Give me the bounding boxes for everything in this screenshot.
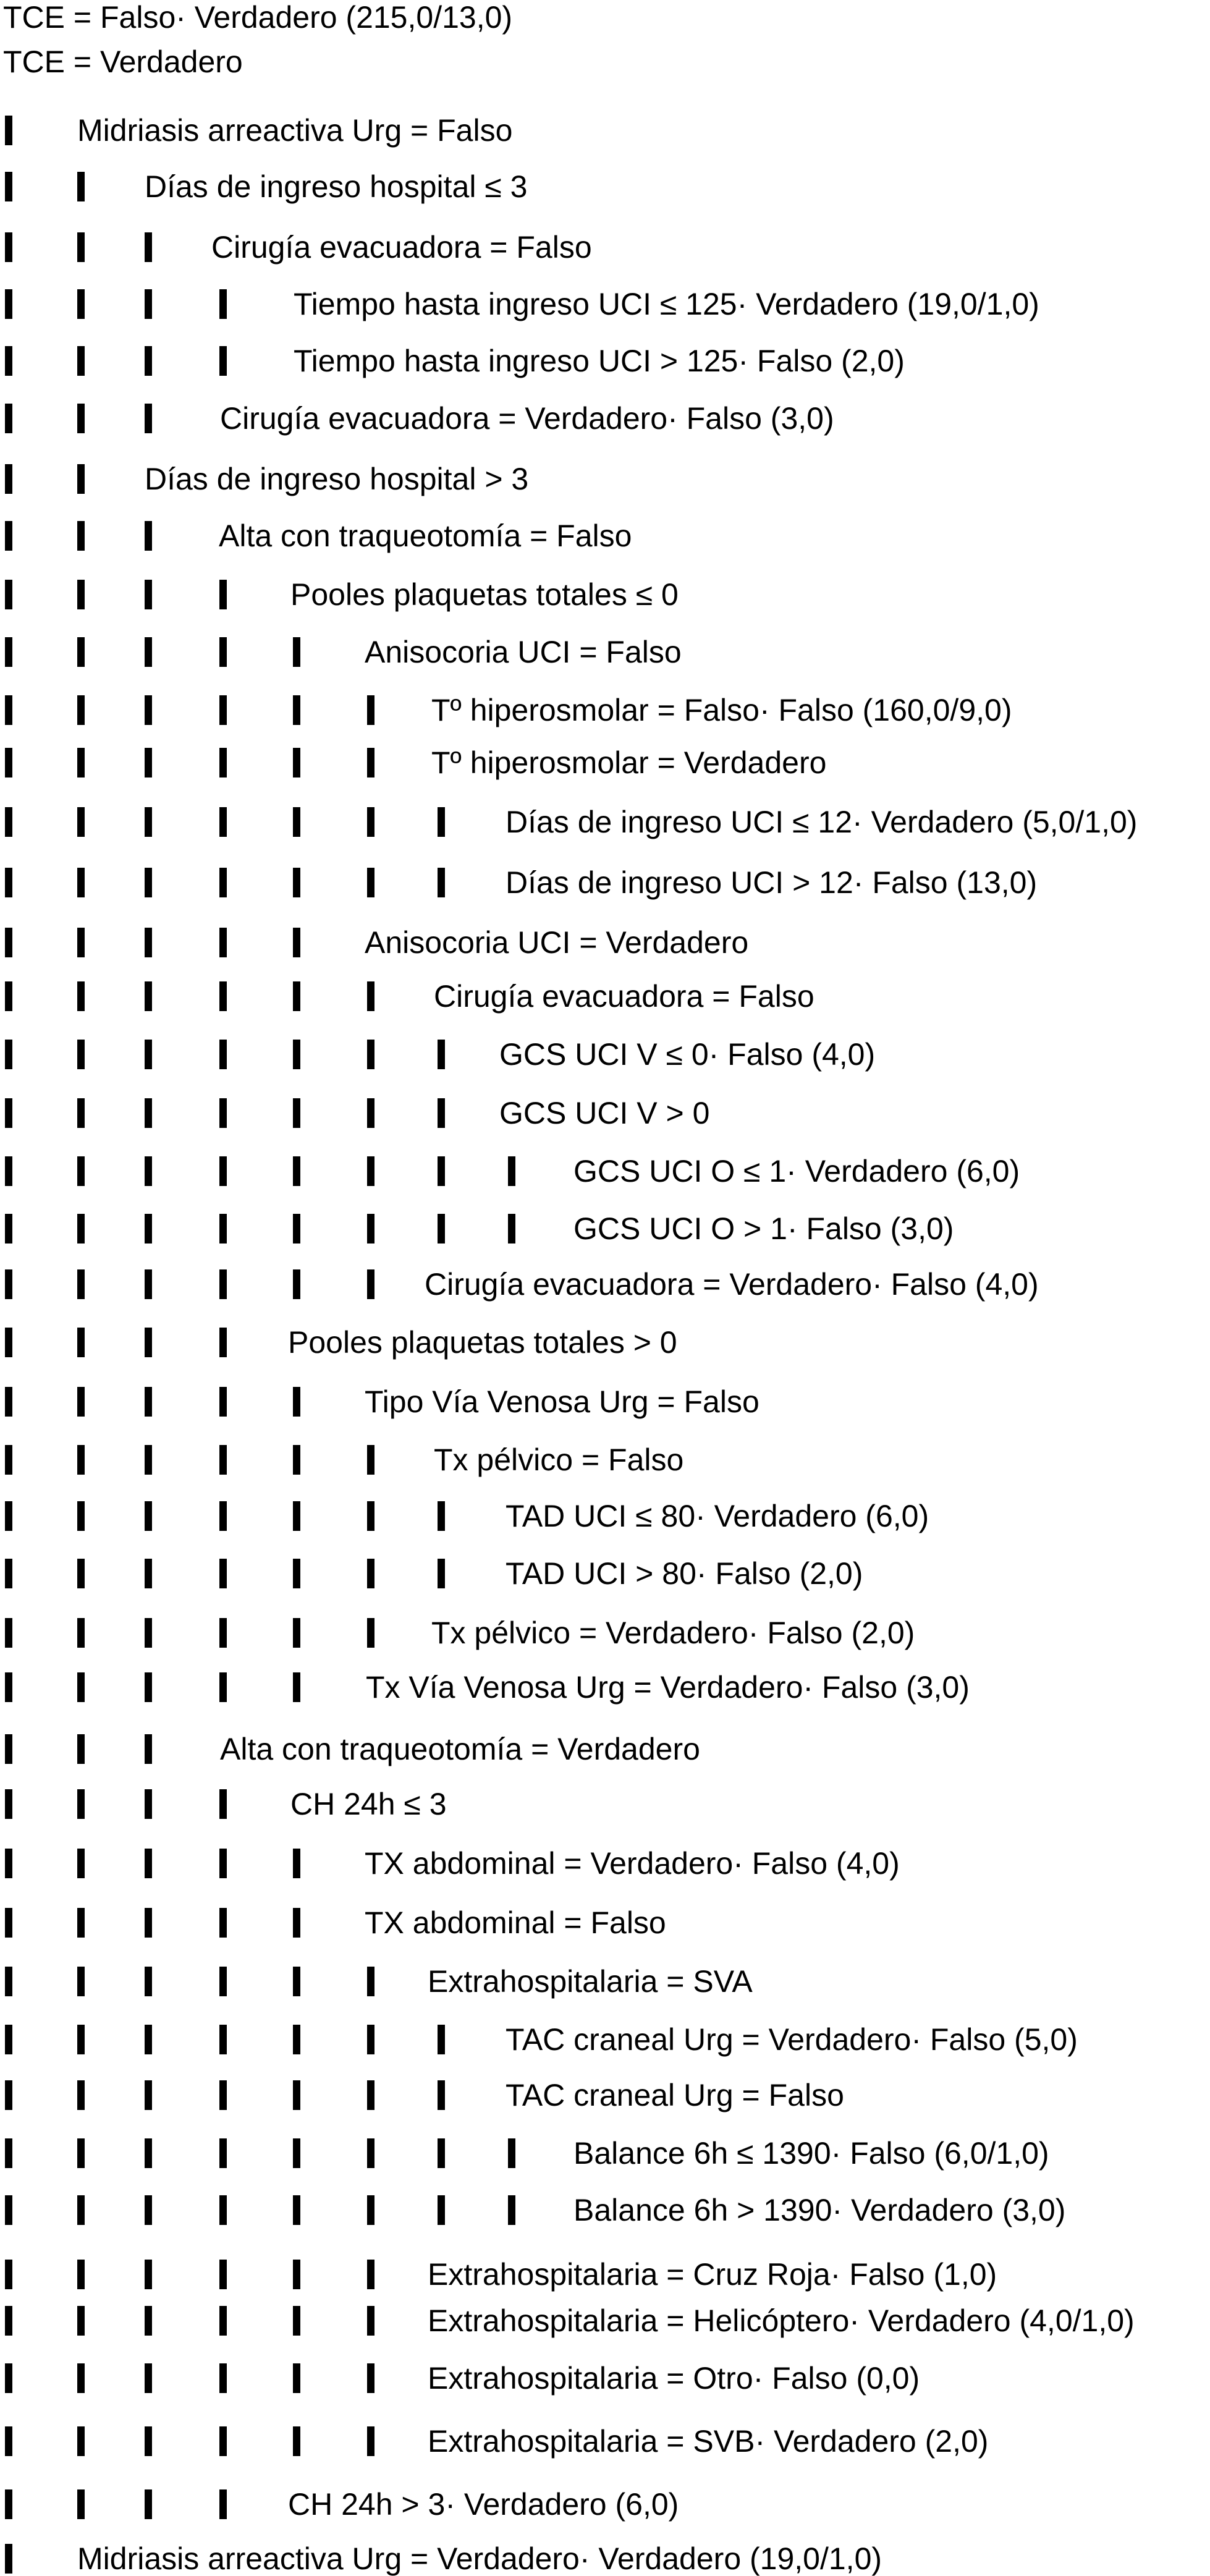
indent-guide-mark [293, 1967, 300, 1996]
indent-guide-mark [219, 637, 227, 667]
indent-guide-mark [438, 807, 445, 837]
indent-guide-mark [219, 2025, 227, 2054]
indent-guide-mark [293, 2306, 300, 2336]
indent-guide-mark [145, 1098, 152, 1128]
indent-guide-mark [5, 1559, 12, 1588]
indent-guide-mark [438, 2195, 445, 2225]
indent-guide-mark [5, 1672, 12, 1702]
indent-guide-mark [77, 1328, 85, 1357]
indent-guide-mark [145, 521, 152, 551]
tree-node: TAC craneal Urg = Falso [506, 2078, 844, 2112]
indent-guide-mark [5, 2138, 12, 2168]
indent-guide-mark [5, 580, 12, 609]
indent-guide-mark [145, 1908, 152, 1938]
indent-guide-mark [367, 2260, 374, 2289]
indent-guide-mark [5, 1849, 12, 1878]
indent-guide-mark [219, 2489, 227, 2519]
tree-node: Tx pélvico = Verdadero· Falso (2,0) [431, 1616, 915, 1650]
indent-guide-mark [367, 981, 374, 1011]
indent-guide-mark [77, 1734, 85, 1764]
indent-guide-mark [77, 2306, 85, 2336]
indent-guide-mark [145, 1734, 152, 1764]
tree-node: Cirugía evacuadora = Verdadero· Falso (4,0) [425, 1267, 1039, 1302]
indent-guide-mark [5, 637, 12, 667]
indent-guide-mark [508, 2195, 515, 2225]
indent-guide-mark [5, 807, 12, 837]
indent-guide-mark [367, 1098, 374, 1128]
indent-guide-mark [5, 2080, 12, 2110]
tree-node: Tº hiperosmolar = Verdadero [431, 745, 827, 780]
indent-guide-mark [5, 1501, 12, 1531]
indent-guide-mark [5, 2544, 12, 2574]
tree-node: Extrahospitalaria = SVB· Verdadero (2,0) [428, 2424, 989, 2459]
indent-guide-mark [145, 1328, 152, 1357]
indent-guide-mark [5, 289, 12, 319]
indent-guide-mark [145, 1789, 152, 1819]
indent-guide-mark [145, 1559, 152, 1588]
indent-guide-mark [293, 695, 300, 725]
indent-guide-mark [293, 1214, 300, 1244]
indent-guide-mark [77, 1501, 85, 1531]
indent-guide-mark [5, 1387, 12, 1417]
tree-node: Extrahospitalaria = Helicóptero· Verdadero (4,0/1,0) [428, 2303, 1135, 2338]
indent-guide-mark [5, 1445, 12, 1475]
indent-guide-mark [145, 2080, 152, 2110]
indent-guide-mark [145, 807, 152, 837]
indent-guide-mark [145, 346, 152, 376]
indent-guide-mark [5, 1040, 12, 1069]
indent-guide-mark [77, 2426, 85, 2456]
indent-guide-mark [5, 2260, 12, 2289]
indent-guide-mark [293, 1445, 300, 1475]
indent-guide-mark [77, 2138, 85, 2168]
indent-guide-mark [367, 2195, 374, 2225]
indent-guide-mark [77, 695, 85, 725]
indent-guide-mark [77, 1040, 85, 1069]
tree-node: Cirugía evacuadora = Falso [434, 979, 814, 1014]
indent-guide-mark [367, 695, 374, 725]
indent-guide-mark [293, 2080, 300, 2110]
indent-guide-mark [219, 2260, 227, 2289]
tree-node: Días de ingreso hospital > 3 [145, 462, 529, 496]
indent-guide-mark [145, 981, 152, 1011]
indent-guide-mark [367, 1559, 374, 1588]
tree-node: CH 24h > 3· Verdadero (6,0) [288, 2487, 679, 2522]
indent-guide-mark [438, 1040, 445, 1069]
indent-guide-mark [145, 2195, 152, 2225]
tree-node: Pooles plaquetas totales ≤ 0 [290, 577, 679, 612]
indent-guide-mark [145, 2138, 152, 2168]
tree-node: Extrahospitalaria = SVA [428, 1964, 753, 1999]
tree-node: Pooles plaquetas totales > 0 [288, 1325, 677, 1360]
indent-guide-mark [77, 981, 85, 1011]
tree-node: TCE = Verdadero [3, 44, 243, 79]
indent-guide-mark [219, 2306, 227, 2336]
indent-guide-mark [508, 1156, 515, 1186]
indent-guide-mark [5, 1156, 12, 1186]
indent-guide-mark [77, 1618, 85, 1648]
indent-guide-mark [293, 1040, 300, 1069]
indent-guide-mark [293, 1672, 300, 1702]
indent-guide-mark [145, 1849, 152, 1878]
indent-guide-mark [367, 1156, 374, 1186]
tree-node: Tº hiperosmolar = Falso· Falso (160,0/9,0) [431, 693, 1012, 727]
indent-guide-mark [438, 2080, 445, 2110]
indent-guide-mark [438, 868, 445, 897]
indent-guide-mark [219, 928, 227, 957]
indent-guide-mark [293, 1849, 300, 1878]
indent-guide-mark [5, 2363, 12, 2393]
indent-guide-mark [77, 580, 85, 609]
indent-guide-mark [5, 2195, 12, 2225]
indent-guide-mark [145, 232, 152, 262]
indent-guide-mark [293, 981, 300, 1011]
indent-guide-mark [77, 1214, 85, 1244]
indent-guide-mark [5, 346, 12, 376]
indent-guide-mark [219, 1328, 227, 1357]
tree-node: Cirugía evacuadora = Verdadero· Falso (3,0) [220, 401, 834, 436]
tree-node: Extrahospitalaria = Otro· Falso (0,0) [428, 2361, 920, 2396]
indent-guide-mark [219, 2138, 227, 2168]
indent-guide-mark [145, 1156, 152, 1186]
indent-guide-mark [293, 748, 300, 777]
indent-guide-mark [77, 2025, 85, 2054]
indent-guide-mark [293, 2426, 300, 2456]
tree-node: Alta con traqueotomía = Verdadero [220, 1732, 700, 1766]
tree-node: CH 24h ≤ 3 [290, 1787, 447, 1821]
indent-guide-mark [5, 1789, 12, 1819]
indent-guide-mark [293, 2195, 300, 2225]
indent-guide-mark [367, 2080, 374, 2110]
indent-guide-mark [145, 1040, 152, 1069]
indent-guide-mark [5, 464, 12, 494]
indent-guide-mark [145, 2426, 152, 2456]
indent-guide-mark [145, 1967, 152, 1996]
indent-guide-mark [438, 2138, 445, 2168]
indent-guide-mark [145, 1501, 152, 1531]
indent-guide-mark [145, 580, 152, 609]
indent-guide-mark [219, 1501, 227, 1531]
indent-guide-mark [367, 1269, 374, 1299]
indent-guide-mark [5, 1967, 12, 1996]
indent-guide-mark [145, 1672, 152, 1702]
indent-guide-mark [293, 1908, 300, 1938]
indent-guide-mark [77, 807, 85, 837]
tree-node: Balance 6h ≤ 1390· Falso (6,0/1,0) [573, 2136, 1049, 2171]
indent-guide-mark [293, 2138, 300, 2168]
indent-guide-mark [5, 748, 12, 777]
indent-guide-mark [367, 868, 374, 897]
indent-guide-mark [77, 2195, 85, 2225]
indent-guide-mark [219, 1618, 227, 1648]
indent-guide-mark [438, 1156, 445, 1186]
indent-guide-mark [293, 1269, 300, 1299]
indent-guide-mark [77, 637, 85, 667]
indent-guide-mark [77, 464, 85, 494]
indent-guide-mark [77, 346, 85, 376]
indent-guide-mark [145, 1214, 152, 1244]
indent-guide-mark [293, 2260, 300, 2289]
indent-guide-mark [145, 1618, 152, 1648]
indent-guide-mark [219, 1849, 227, 1878]
tree-node: Extrahospitalaria = Cruz Roja· Falso (1,0) [428, 2257, 997, 2292]
indent-guide-mark [5, 928, 12, 957]
indent-guide-mark [145, 928, 152, 957]
indent-guide-mark [367, 2306, 374, 2336]
indent-guide-mark [293, 1098, 300, 1128]
indent-guide-mark [145, 2306, 152, 2336]
tree-node: GCS UCI O > 1· Falso (3,0) [573, 1211, 954, 1246]
indent-guide-mark [5, 404, 12, 433]
indent-guide-mark [219, 1156, 227, 1186]
indent-guide-mark [77, 1387, 85, 1417]
indent-guide-mark [219, 1269, 227, 1299]
indent-guide-mark [5, 1098, 12, 1128]
indent-guide-mark [145, 637, 152, 667]
tree-node: Días de ingreso hospital ≤ 3 [145, 169, 528, 204]
indent-guide-mark [77, 521, 85, 551]
indent-guide-mark [367, 1618, 374, 1648]
tree-node: Anisocoria UCI = Verdadero [365, 925, 749, 960]
indent-guide-mark [219, 868, 227, 897]
indent-guide-mark [219, 2195, 227, 2225]
indent-guide-mark [77, 1098, 85, 1128]
indent-guide-mark [219, 346, 227, 376]
indent-guide-mark [219, 1098, 227, 1128]
indent-guide-mark [77, 1967, 85, 1996]
indent-guide-mark [438, 1214, 445, 1244]
indent-guide-mark [5, 521, 12, 551]
indent-guide-mark [219, 1967, 227, 1996]
tree-node: Tiempo hasta ingreso UCI ≤ 125· Verdadero (19,0/1,0) [294, 287, 1039, 321]
indent-guide-mark [77, 289, 85, 319]
indent-guide-mark [5, 1734, 12, 1764]
indent-guide-mark [77, 868, 85, 897]
indent-guide-mark [293, 1156, 300, 1186]
indent-guide-mark [367, 2138, 374, 2168]
indent-guide-mark [145, 695, 152, 725]
tree-node: GCS UCI V > 0 [499, 1096, 710, 1130]
indent-guide-mark [219, 2426, 227, 2456]
indent-guide-mark [219, 1789, 227, 1819]
indent-guide-mark [219, 695, 227, 725]
indent-guide-mark [219, 1908, 227, 1938]
indent-guide-mark [77, 172, 85, 201]
indent-guide-mark [77, 232, 85, 262]
indent-guide-mark [5, 116, 12, 145]
indent-guide-mark [293, 807, 300, 837]
indent-guide-mark [293, 1387, 300, 1417]
tree-node: TX abdominal = Falso [365, 1905, 666, 1940]
indent-guide-mark [219, 1214, 227, 1244]
indent-guide-mark [293, 868, 300, 897]
tree-node: Tipo Vía Venosa Urg = Falso [365, 1384, 759, 1419]
indent-guide-mark [219, 2363, 227, 2393]
indent-guide-mark [77, 1789, 85, 1819]
tree-node: Balance 6h > 1390· Verdadero (3,0) [573, 2193, 1066, 2227]
indent-guide-mark [5, 1908, 12, 1938]
indent-guide-mark [145, 868, 152, 897]
tree-node: GCS UCI O ≤ 1· Verdadero (6,0) [573, 1154, 1020, 1188]
indent-guide-mark [5, 981, 12, 1011]
indent-guide-mark [219, 1387, 227, 1417]
indent-guide-mark [77, 748, 85, 777]
tree-node: TAD UCI > 80· Falso (2,0) [506, 1556, 863, 1591]
indent-guide-mark [5, 1618, 12, 1648]
indent-guide-mark [145, 2489, 152, 2519]
indent-guide-mark [219, 1040, 227, 1069]
indent-guide-mark [219, 1672, 227, 1702]
indent-guide-mark [438, 1559, 445, 1588]
tree-node: Días de ingreso UCI ≤ 12· Verdadero (5,0/1,0) [506, 805, 1138, 839]
indent-guide-mark [367, 2025, 374, 2054]
indent-guide-mark [145, 2260, 152, 2289]
indent-guide-mark [508, 1214, 515, 1244]
indent-guide-mark [5, 2306, 12, 2336]
indent-guide-mark [293, 637, 300, 667]
indent-guide-mark [77, 404, 85, 433]
indent-guide-mark [145, 404, 152, 433]
indent-guide-mark [219, 2080, 227, 2110]
indent-guide-mark [145, 1387, 152, 1417]
indent-guide-mark [367, 807, 374, 837]
indent-guide-mark [219, 1559, 227, 1588]
indent-guide-mark [367, 748, 374, 777]
indent-guide-mark [145, 2025, 152, 2054]
indent-guide-mark [77, 928, 85, 957]
indent-guide-mark [5, 2426, 12, 2456]
indent-guide-mark [77, 1156, 85, 1186]
indent-guide-mark [367, 1445, 374, 1475]
indent-guide-mark [77, 2080, 85, 2110]
indent-guide-mark [77, 2363, 85, 2393]
indent-guide-mark [77, 1559, 85, 1588]
tree-node: Midriasis arreactiva Urg = Verdadero· Verdadero (19,0/1,0) [77, 2541, 882, 2576]
tree-node: Días de ingreso UCI > 12· Falso (13,0) [506, 865, 1038, 900]
indent-guide-mark [5, 2489, 12, 2519]
tree-node: Tx pélvico = Falso [434, 1443, 684, 1477]
indent-guide-mark [293, 1618, 300, 1648]
indent-guide-mark [293, 928, 300, 957]
indent-guide-mark [5, 695, 12, 725]
indent-guide-mark [508, 2138, 515, 2168]
indent-guide-mark [77, 1908, 85, 1938]
tree-node: Midriasis arreactiva Urg = Falso [77, 113, 513, 148]
indent-guide-mark [77, 1672, 85, 1702]
indent-guide-mark [77, 1445, 85, 1475]
indent-guide-mark [219, 748, 227, 777]
indent-guide-mark [77, 1849, 85, 1878]
tree-node: Alta con traqueotomía = Falso [219, 519, 632, 553]
tree-node: TX abdominal = Verdadero· Falso (4,0) [365, 1846, 900, 1881]
indent-guide-mark [145, 289, 152, 319]
indent-guide-mark [145, 1445, 152, 1475]
indent-guide-mark [219, 807, 227, 837]
tree-node: Tiempo hasta ingreso UCI > 125· Falso (2,0) [294, 344, 905, 378]
indent-guide-mark [367, 1214, 374, 1244]
indent-guide-mark [5, 868, 12, 897]
tree-node: TAD UCI ≤ 80· Verdadero (6,0) [506, 1499, 929, 1533]
indent-guide-mark [367, 1501, 374, 1531]
indent-guide-mark [5, 1328, 12, 1357]
tree-node: TCE = Falso· Verdadero (215,0/13,0) [3, 0, 513, 35]
indent-guide-mark [367, 2363, 374, 2393]
indent-guide-mark [145, 1269, 152, 1299]
indent-guide-mark [219, 981, 227, 1011]
indent-guide-mark [5, 172, 12, 201]
tree-node: Tx Vía Venosa Urg = Verdadero· Falso (3,0) [366, 1670, 970, 1705]
indent-guide-mark [438, 1098, 445, 1128]
indent-guide-mark [5, 2025, 12, 2054]
indent-guide-mark [219, 580, 227, 609]
tree-node: TAC craneal Urg = Verdadero· Falso (5,0) [506, 2022, 1078, 2057]
indent-guide-mark [145, 748, 152, 777]
indent-guide-mark [5, 1269, 12, 1299]
indent-guide-mark [219, 1445, 227, 1475]
tree-node: Cirugía evacuadora = Falso [211, 230, 592, 265]
indent-guide-mark [293, 1559, 300, 1588]
tree-node: Anisocoria UCI = Falso [365, 635, 682, 669]
indent-guide-mark [438, 2025, 445, 2054]
indent-guide-mark [77, 1269, 85, 1299]
indent-guide-mark [367, 2426, 374, 2456]
indent-guide-mark [219, 289, 227, 319]
indent-guide-mark [293, 2363, 300, 2393]
indent-guide-mark [5, 1214, 12, 1244]
indent-guide-mark [145, 2363, 152, 2393]
indent-guide-mark [293, 1501, 300, 1531]
indent-guide-mark [293, 2025, 300, 2054]
indent-guide-mark [77, 2489, 85, 2519]
indent-guide-mark [367, 1040, 374, 1069]
indent-guide-mark [5, 232, 12, 262]
indent-guide-mark [77, 2260, 85, 2289]
indent-guide-mark [367, 1967, 374, 1996]
tree-node: GCS UCI V ≤ 0· Falso (4,0) [499, 1037, 876, 1072]
indent-guide-mark [438, 1501, 445, 1531]
